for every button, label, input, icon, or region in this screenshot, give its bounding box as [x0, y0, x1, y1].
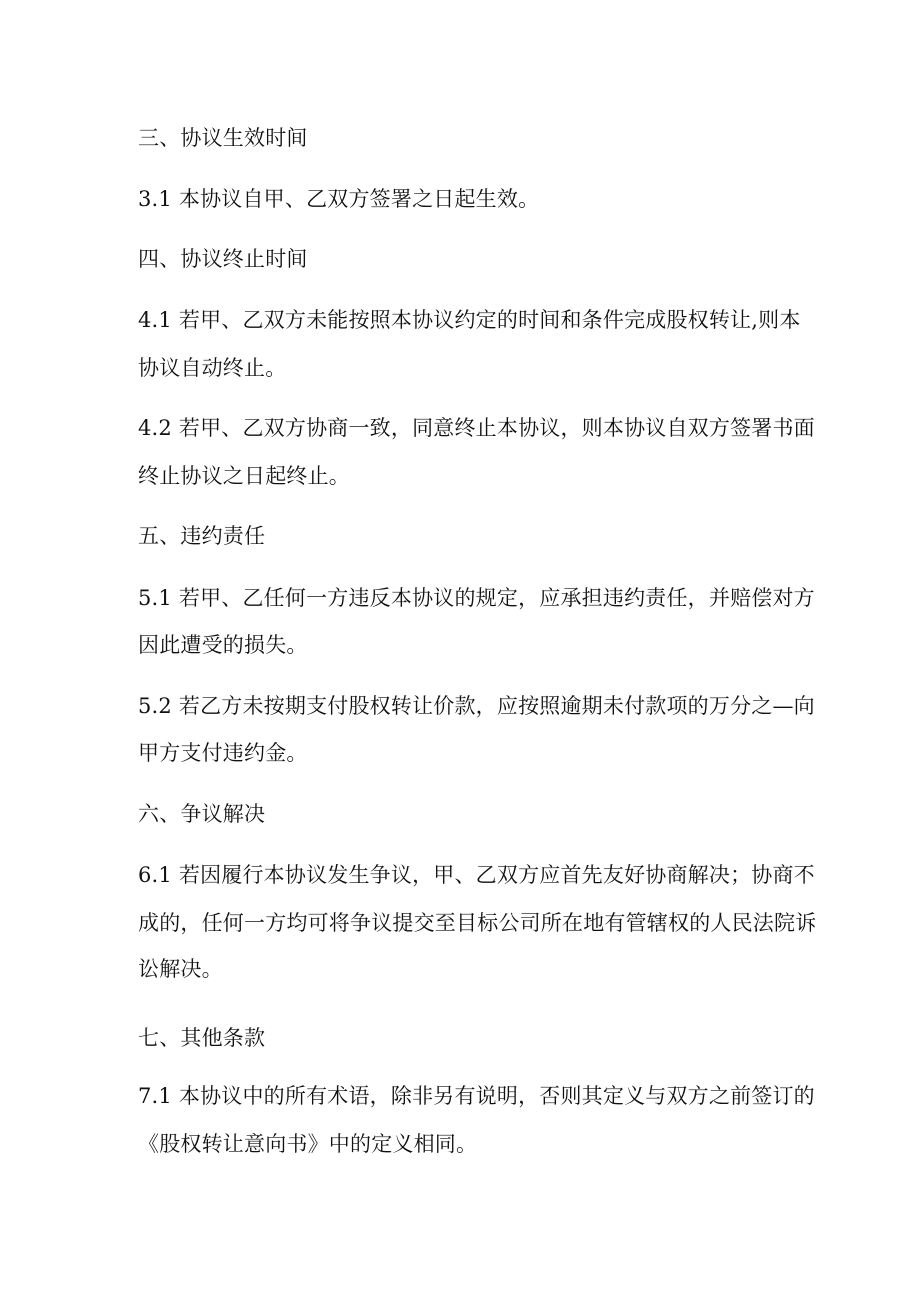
clause-7-1-line-1: 7.1 本协议中的所有术语，除非另有说明，否则其定义与双方之前签订的	[138, 1084, 815, 1108]
clause-5-2-line-1: 5.2 若乙方未按期支付股权转让价款，应按照逾期未付款项的万分之—向	[138, 694, 815, 718]
clause-4-1-line-1: 4.1 若甲、乙双方未能按照本协议约定的时间和条件完成股权转让,则本	[138, 308, 801, 332]
clause-6-1-line-2: 成的，任何一方均可将争议提交至目标公司所在地有管辖权的人民法院诉	[138, 911, 817, 935]
clause-5-1-line-1: 5.1 若甲、乙任何一方违反本协议的规定，应承担违约责任，并赔偿对方	[138, 586, 815, 610]
clause-5-2-line-2: 甲方支付违约金。	[138, 741, 308, 765]
clause-6-1-line-1: 6.1 若因履行本协议发生争议，甲、乙双方应首先友好协商解决；协商不	[138, 863, 815, 887]
section-heading-3: 三、协议生效时间	[138, 126, 308, 150]
section-heading-5: 五、违约责任	[138, 524, 266, 548]
clause-4-1-line-2: 协议自动终止。	[138, 356, 287, 380]
section-heading-7: 七、其他条款	[138, 1026, 266, 1050]
section-heading-6: 六、争议解决	[138, 802, 266, 826]
clause-6-1-line-3: 讼解决。	[138, 957, 223, 981]
clause-7-1-line-2: 《股权转让意向书》中的定义相同。	[138, 1132, 478, 1156]
clause-3-1-line-1: 3.1 本协议自甲、乙双方签署之日起生效。	[138, 187, 540, 211]
clause-4-2-line-1: 4.2 若甲、乙双方协商一致，同意终止本协议，则本协议自双方签署书面	[138, 416, 815, 440]
clause-4-2-line-2: 终止协议之日起终止。	[138, 464, 350, 488]
section-heading-4: 四、协议终止时间	[138, 247, 308, 271]
clause-5-1-line-2: 因此遭受的损失。	[138, 633, 308, 657]
